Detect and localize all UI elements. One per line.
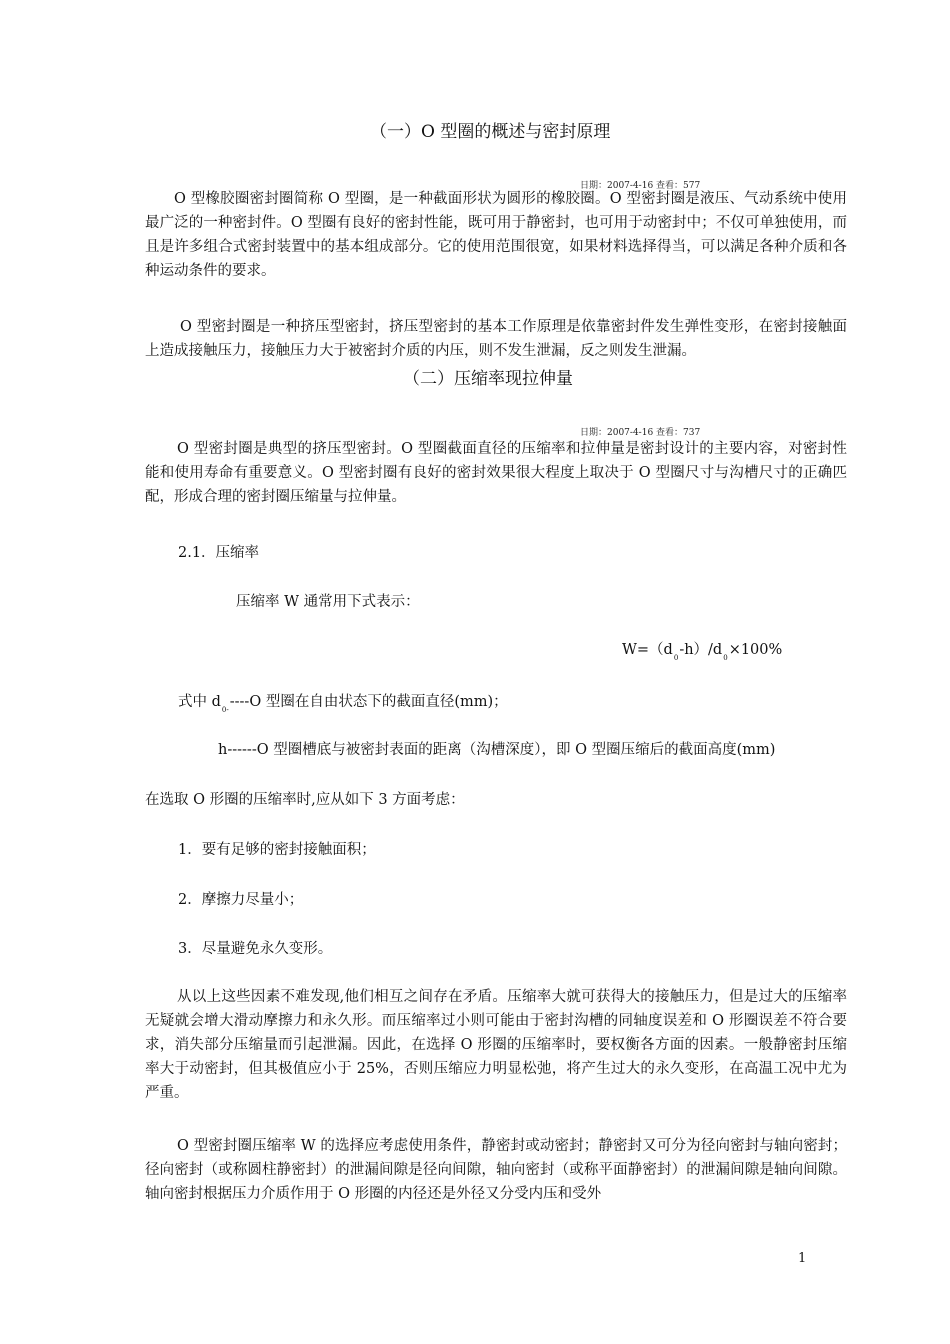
- formula-subscript: 0: [723, 654, 728, 662]
- definition-d0: [178, 690, 508, 714]
- section2-paragraph-2: 从以上这些因素不难发现,他们相互之间存在矛盾。压缩率大就可获得大的接触压力，但是过大的压缩率无疑就会增大滑动摩擦力和永久形。而压缩率过小则可能由于密封沟槽的同轴度误差和 O 形圈误差不符合要求，消失部分压缩量而引起泄漏。因此，在选择 O 形圈的压缩率时，要权衡各方面的因素。一般静密封压缩率大于动密封，但其极值应小于 25%，否则压缩应力明显松弛，将产生过大的永久变形，在高温工况中尤为严重。: [145, 989, 847, 1101]
- section1-paragraph-2: O 型密封圈是一种挤压型密封，挤压型密封的基本工作原理是依靠密封件发生弹性变形，在密封接触面上造成接触压力，接触压力大于被密封介质的内压，则不发生泄漏，反之则发生泄漏。: [145, 319, 847, 359]
- definition-d0-prefix: 式中 d: [178, 694, 221, 710]
- formula-rhs: ×100%: [728, 642, 783, 658]
- formula-subscript: 0: [673, 654, 679, 662]
- list-item: 1．要有足够的密封接触面积；: [178, 842, 376, 858]
- section2-paragraph-3: O 型密封圈压缩率 W 的选择应考虑使用条件，静密封或动密封；静密封又可分为径向密封与轴向密封；径向密封（或称圆柱静密封）的泄漏间隙是径向间隙，轴向密封（或称平面静密封）的泄漏间隙是轴向间隙。轴向密封根据压力介质作用于 O 形圈的内径还是外径又分受内压和受外: [145, 1138, 847, 1202]
- formula-intro: 压缩率 W 通常用下式表示：: [236, 594, 420, 610]
- formula-mid: -h）/d: [679, 642, 723, 658]
- section1-title: （一）O 型圈的概述与密封原理: [370, 122, 611, 142]
- section1-meta: 日期：2007-4-16 查看：577: [580, 181, 701, 191]
- section2-paragraph-1: O 型密封圈是典型的挤压型密封。O 型圈截面直径的压缩率和拉伸量是密封设计的主要内容，对密封性能和使用寿命有重要意义。O 型密封圈有良好的密封效果很大程度上取决于 O 型圈尺寸与沟槽尺寸的正确匹配，形成合理的密封圈压缩量与拉伸量。: [145, 441, 847, 505]
- subsection-heading: 2.1．压缩率: [178, 545, 260, 561]
- consideration-intro: 在选取 O 形圈的压缩率时,应从如下 3 方面考虑：: [145, 792, 465, 808]
- definition-h: h------O 型圈槽底与被密封表面的距离（沟槽深度），即 O 型圈压缩后的截面高度(mm): [218, 742, 776, 758]
- compression-formula: [622, 638, 783, 662]
- definition-d0-text: ----O 型圈在自由状态下的截面直径(mm)；: [229, 694, 508, 710]
- section1-paragraph-1: O 型橡胶圈密封圈简称 O 型圈，是一种截面形状为圆形的橡胶圈。O 型密封圈是液压、气动系统中使用最广泛的一种密封件。O 型圈有良好的密封性能，既可用于静密封，也可用于动密封中；不仅可单独使用，而且是许多组合式密封装置中的基本组成部分。它的使用范围很宽，如果材料选择得当，可以满足各种介质和各种运动条件的要求。: [145, 191, 847, 279]
- list-item: 2．摩擦力尽量小；: [178, 892, 304, 908]
- formula-lhs: W=（d: [622, 642, 673, 658]
- list-item: 3．尽量避免永久变形。: [178, 941, 333, 957]
- section2-meta: 日期：2007-4-16 查看：737: [580, 428, 701, 438]
- section2-title: （二）压缩率现拉伸量: [403, 369, 573, 389]
- definition-d0-subscript: 0-: [221, 706, 229, 714]
- page-number: 1: [798, 1251, 807, 1266]
